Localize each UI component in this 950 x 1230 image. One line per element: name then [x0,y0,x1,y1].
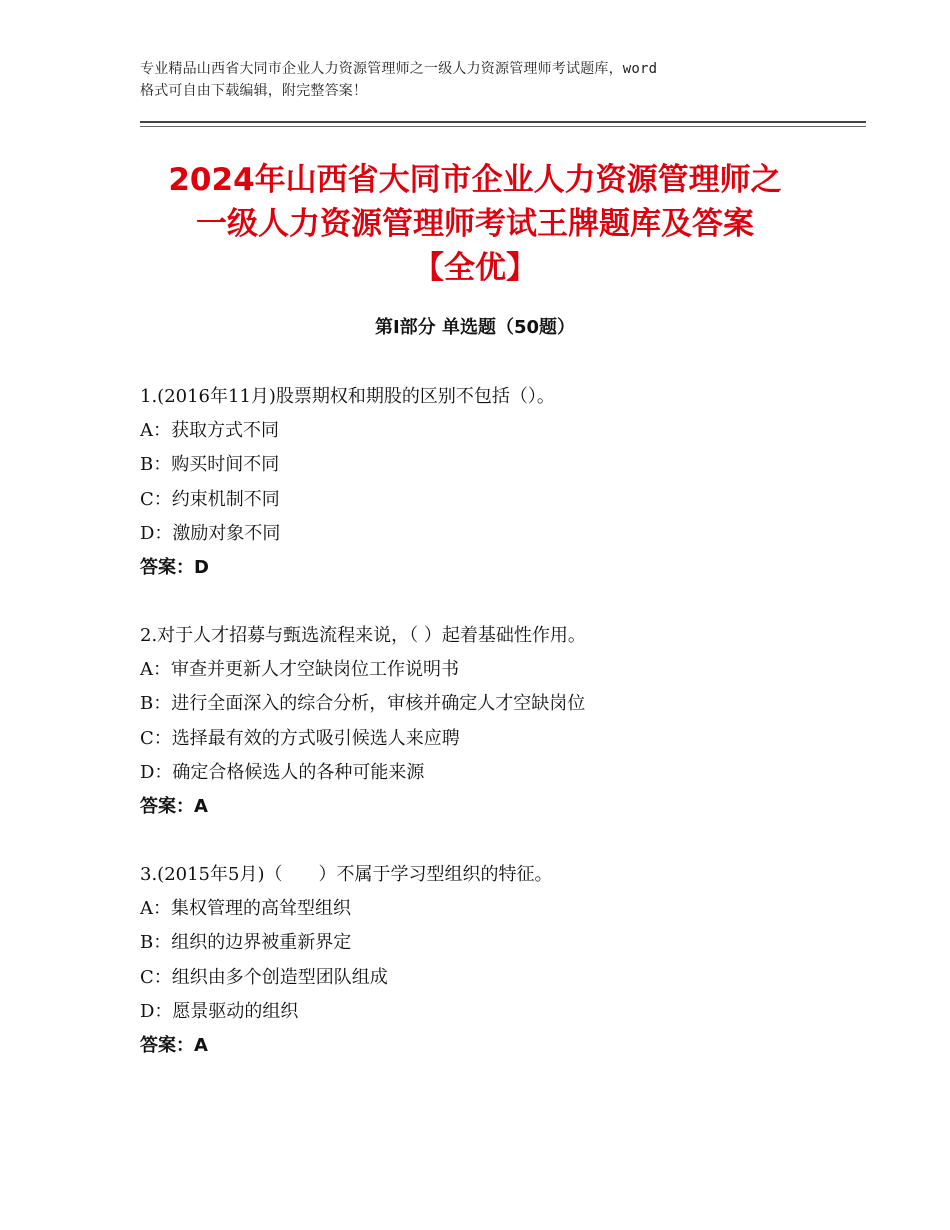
answer: 答案：D [140,556,209,578]
answer: 答案：A [140,795,208,817]
document-title-line3: 【全优】 [413,250,537,286]
option-d: D：确定合格候选人的各种可能来源 [140,761,425,783]
header-note-line1: 专业精品山西省大同市企业人力资源管理师之一级人力资源管理师考试题库，word [140,61,658,77]
option-c: C：选择最有效的方式吸引候选人来应聘 [140,727,460,749]
option-b: B：组织的边界被重新界定 [140,932,352,954]
option-a: A：集权管理的高耸型组织 [140,898,351,920]
header-note-line2: 格式可自由下载编辑，附完整答案！ [140,83,368,99]
option-d: D：愿景驱动的组织 [140,1000,299,1022]
option-c: C：组织由多个创造型团队组成 [140,966,388,988]
section-heading: 第Ⅰ部分 单选题（50题） [374,317,575,338]
question-3 [140,858,860,1063]
question-1 [140,380,860,585]
option-d: D：激励对象不同 [140,522,281,544]
document-title-line2: 一级人力资源管理师考试王牌题库及答案 [196,206,754,242]
question-stem: 2.对于人才招募与甄选流程来说，（ ）起着基础性作用。 [140,625,586,646]
header-note [140,58,830,102]
question-stem: 3.(2015年5月)（ ）不属于学习型组织的特征。 [140,864,553,885]
option-b: B：进行全面深入的综合分析，审核并确定人才空缺岗位 [140,693,586,715]
option-a: A：审查并更新人才空缺岗位工作说明书 [140,659,459,681]
question-2 [140,619,860,824]
header-divider-thick [140,121,866,123]
document-title-line1: 2024年山西省大同市企业人力资源管理师之 [168,162,782,198]
option-a: A：获取方式不同 [140,420,279,442]
question-stem: 1.(2016年11月)股票期权和期股的区别不包括（）。 [140,386,555,407]
option-c: C：约束机制不同 [140,488,280,510]
header-divider-thin [140,126,866,127]
document-title [120,158,830,290]
option-b: B：购买时间不同 [140,454,280,476]
answer: 答案：A [140,1034,208,1056]
